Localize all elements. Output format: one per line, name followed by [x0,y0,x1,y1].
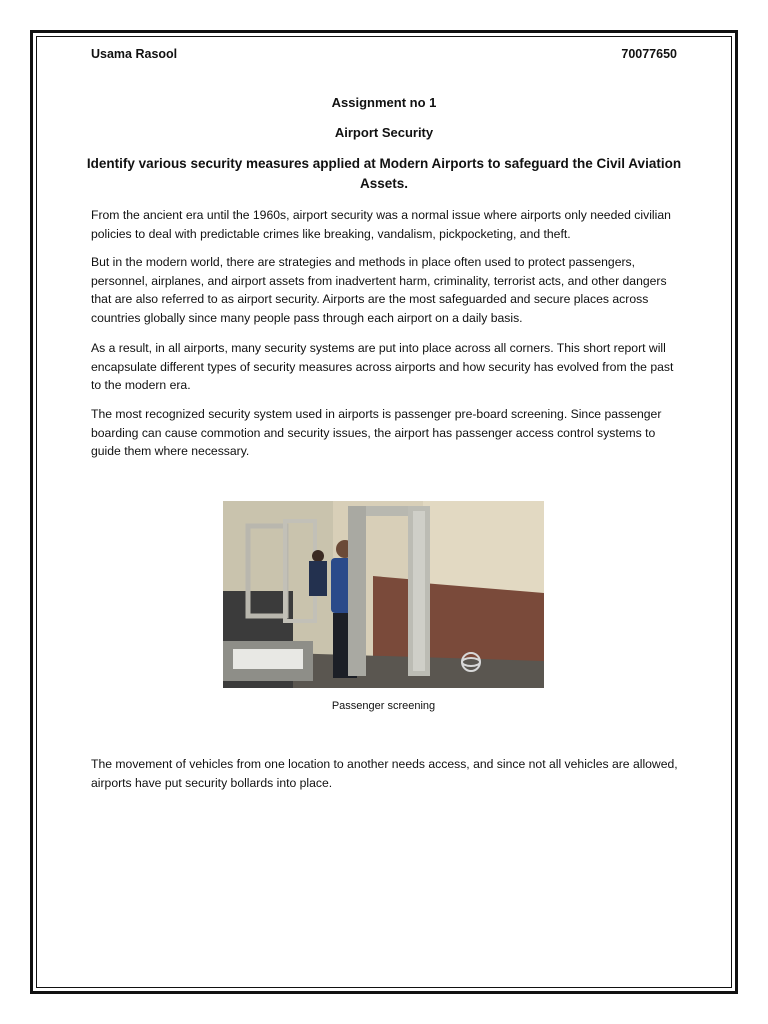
passenger-screening-photo [223,501,544,688]
assignment-title: Assignment no 1 [331,95,437,110]
paragraph-1: From the ancient era until the 1960s, airport security was a normal issue where airports only needed civilian policies to deal with predictable crimes like breaking, vandalism, pickpocketing, and theft. [91,208,671,241]
paragraph-4: The most recognized security system used in airports is passenger pre-board screening. Since passenger boarding can cause commotion and security issues, the airport has passenger access control systems to guide them where necessary. [91,407,662,459]
paragraph-5: The movement of vehicles from one location to another needs access, and since not all vehicles are allowed, airports have put security bollards into place. [91,757,678,790]
paragraph-3: As a result, in all airports, many security systems are put into place across all corners. This short report will encapsulate different types of security measures across airports and how security has evolved from the past to the modern era. [91,341,674,393]
question-heading: Identify various security measures applied at Modern Airports to safeguard the Civil Aviation Assets. [86,156,682,191]
author-name: Usama Rasool [91,47,178,61]
student-id: 70077650 [621,47,677,61]
figure-caption: Passenger screening [331,700,436,712]
paragraph-2: But in the modern world, there are strategies and methods in place often used to protect passengers, personnel, airplanes, and airport assets from inadvertent harm, criminality, terrorist acts, and other dangers that are also referred to as airport security. Airports are the most safeguarded and secure places across countries globally since many people pass through each airport on a daily basis. [91,255,667,325]
subject-title: Airport Security [334,125,434,140]
